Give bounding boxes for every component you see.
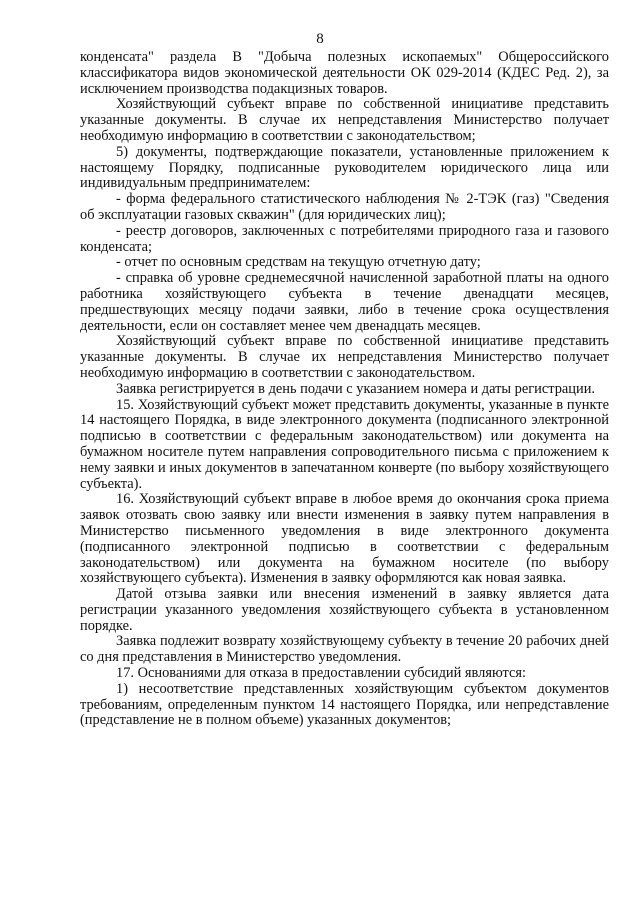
paragraph: Датой отзыва заявки или внесения изменений в заявку является дата регистрации указанного уведомления хозяйствующего субъекта в установленном порядке. [80, 586, 609, 634]
paragraph: конденсата" раздела В "Добыча полезных ископаемых" Общероссийского классификатора видов экономической деятельности ОК 029-2014 (КДЕС Ред. 2), за исключением производства подакцизных товаров. [80, 49, 609, 97]
paragraph: - реестр договоров, заключенных с потребителями природного газа и газового конденсата; [80, 222, 609, 255]
paragraph: - форма федерального статистического наблюдения № 2-ТЭК (газ) "Сведения об эксплуатации газовых скважин" (для юридических лиц); [80, 191, 609, 223]
paragraph: 1) несоответствие представленных хозяйствующим субъектом документов требованиям, определенным пунктом 14 настоящего Порядка, или непредставление (представление не в полном объеме) указанных документов; [80, 680, 609, 729]
document-body [80, 50, 609, 729]
paragraph: Заявка подлежит возврату хозяйствующему субъекту в течение 20 рабочих дней со дня представления в Министерство уведомления. [80, 633, 609, 666]
paragraph: 5) документы, подтверждающие показатели, установленные приложением к настоящему Порядку, подписанные руководителем юридического лица или индивидуальным предпринимателем: [80, 143, 609, 192]
paragraph: - справка об уровне среднемесячной начисленной заработной платы на одного работника хозяйствующего субъекта в течение двенадцати месяцев, предшествующих месяцу подачи заявки, либо в течение срока осуществления деятельности, если он составляет менее чем двенадцать месяцев. [80, 270, 609, 334]
page-number: 8 [316, 31, 324, 47]
paragraph: Хозяйствующий субъект вправе по собственной инициативе представить указанные документы. В случае их непредставления Министерство получает необходимую информацию в соответствии с законодательством; [80, 96, 609, 144]
paragraph: - отчет по основным средствам на текущую отчетную дату; [116, 254, 481, 271]
paragraph: Хозяйствующий субъект вправе по собственной инициативе представить указанные документы. В случае их непредставления Министерство получает необходимую информацию в соответствии с законодательством. [80, 333, 609, 381]
paragraph: Заявка регистрируется в день подачи с указанием номера и даты регистрации. [116, 380, 596, 397]
paragraph: 17. Основаниями для отказа в предоставлении субсидий являются: [116, 665, 526, 682]
paragraph: 15. Хозяйствующий субъект может представить документы, указанные в пункте 14 настоящего Порядка, в виде электронного документа (подписанного электронной подписью в соответствии с федеральным законодательством) или документа на бумажном носителе путем направления сопроводительного письма с приложением к нему заявки и иных документов в запечатанном конверте (по выбору хозяйствующего субъекта). [80, 396, 609, 492]
paragraph: 16. Хозяйствующий субъект вправе в любое время до окончания срока приема заявок отозвать свою заявку или внести изменения в заявку путем направления в Министерство письменного уведомления в виде электронного документа (подписанного электронной подписью в соответствии с федеральным законодательством) или документа на бумажном носителе (по выбору хозяйствующего субъекта). Изменения в заявку оформляются как новая заявка. [80, 491, 609, 587]
